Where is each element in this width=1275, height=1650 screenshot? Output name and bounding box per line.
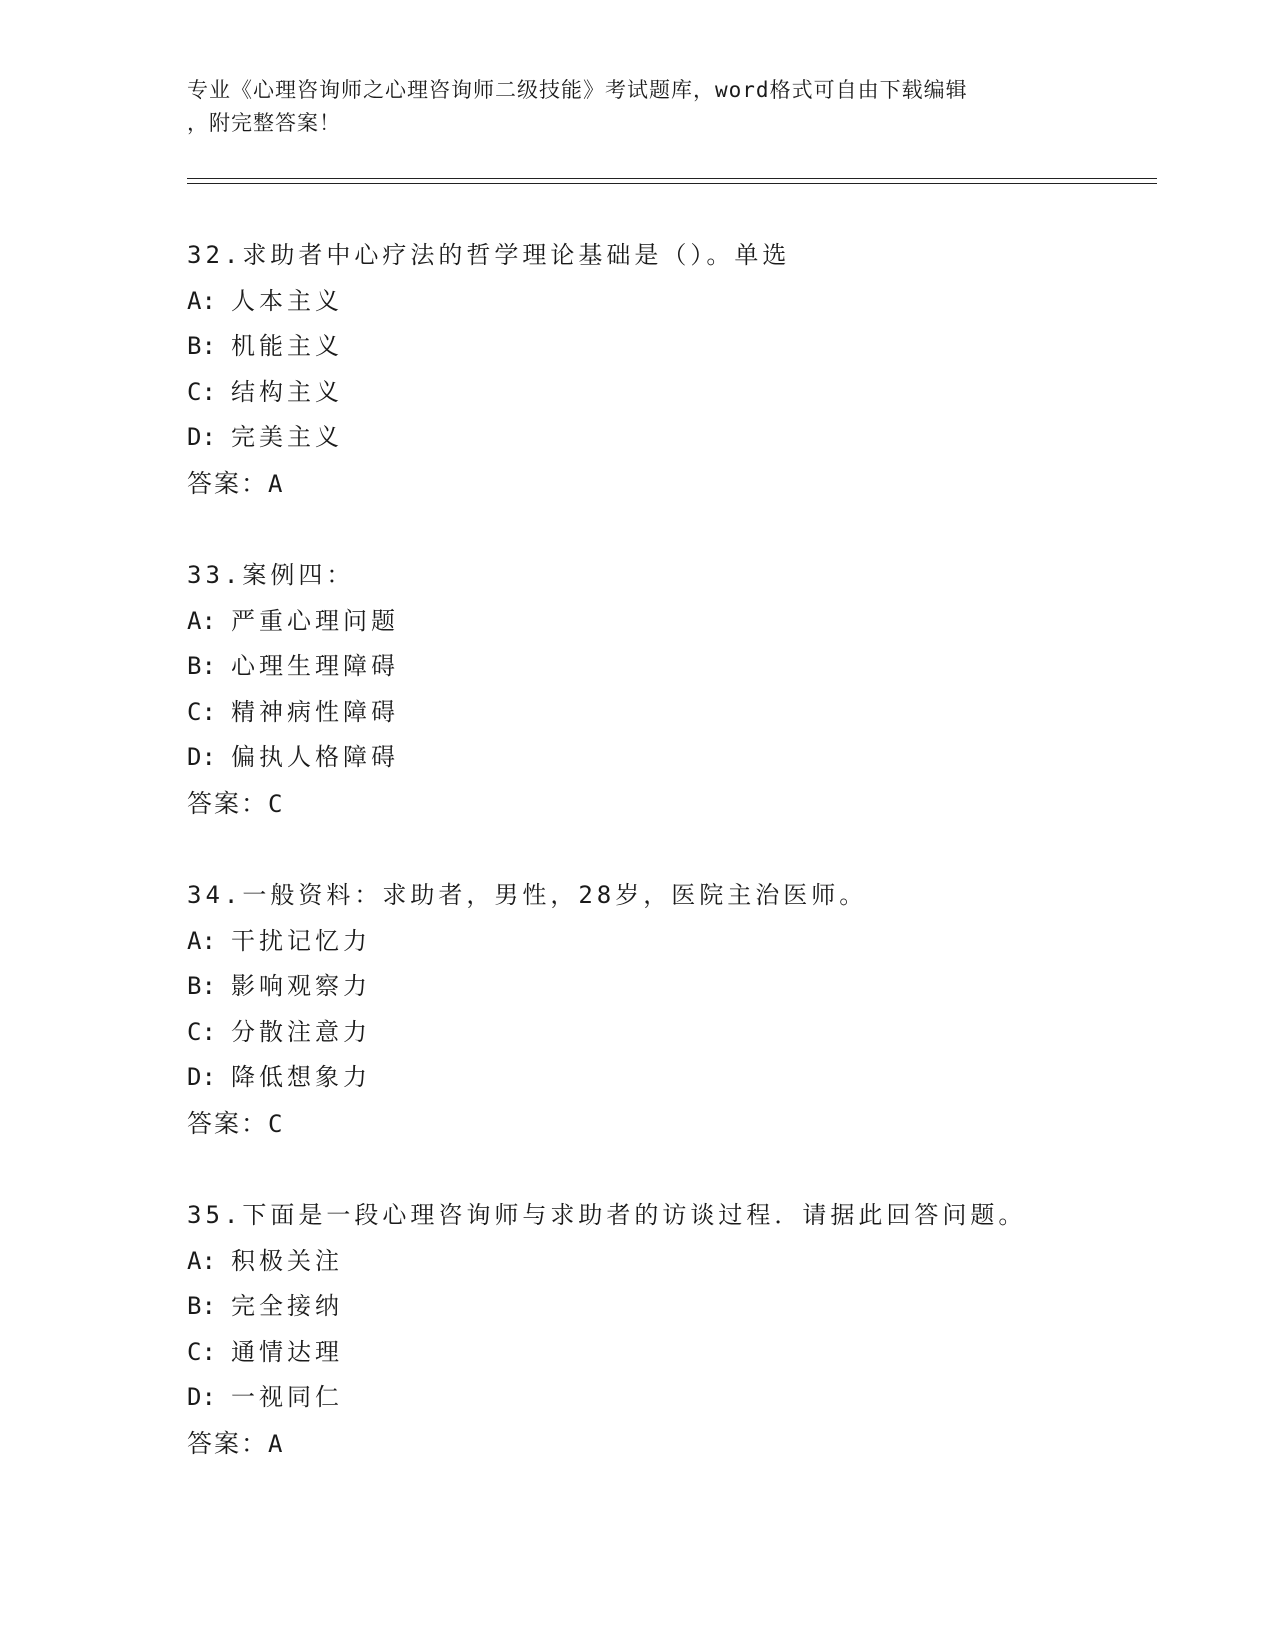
option-letter: D: [187, 1063, 216, 1091]
document-page [187, 0, 1157, 1650]
option-text: 心理生理障碍 [231, 652, 399, 680]
question-list [187, 233, 1157, 1513]
answer-line [187, 781, 1157, 827]
answer-line [187, 1421, 1157, 1467]
header-title-line-1: 专业《心理咨询师之心理咨询师二级技能》考试题库，word格式可自由下载编辑 [187, 78, 968, 102]
option-b [187, 644, 1157, 690]
option-d [187, 1375, 1157, 1421]
option-text: 完全接纳 [231, 1292, 343, 1320]
answer-value: A [268, 469, 287, 498]
option-c [187, 370, 1157, 416]
option-text: 积极关注 [231, 1246, 343, 1275]
option-text: 影响观察力 [231, 972, 371, 1000]
document-header [187, 74, 1087, 140]
option-a [187, 1239, 1157, 1285]
question-stem: 33.案例四： [187, 561, 355, 589]
option-text: 精神病性障碍 [231, 697, 399, 726]
question-35 [187, 1193, 1157, 1513]
option-d [187, 1055, 1157, 1101]
option-letter: A: [187, 1246, 216, 1275]
option-text: 完美主义 [231, 423, 343, 451]
option-c [187, 1010, 1157, 1056]
option-c [187, 690, 1157, 736]
option-letter: B: [187, 972, 216, 1000]
question-stem: 34.一般资料：求助者，男性，28岁，医院主治医师。 [187, 881, 868, 909]
option-letter: C: [187, 377, 216, 406]
option-text: 降低想象力 [231, 1063, 371, 1091]
question-33 [187, 553, 1157, 873]
answer-label: 答案： [187, 1428, 269, 1458]
option-letter: A: [187, 926, 216, 955]
option-text: 一视同仁 [231, 1383, 343, 1411]
answer-line [187, 461, 1157, 507]
answer-label: 答案： [187, 1108, 269, 1138]
option-letter: B: [187, 332, 216, 360]
option-letter: D: [187, 423, 216, 451]
option-letter: D: [187, 1383, 216, 1411]
option-letter: B: [187, 1292, 216, 1320]
option-b [187, 324, 1157, 370]
option-d [187, 735, 1157, 781]
answer-label: 答案： [187, 468, 269, 498]
option-a [187, 279, 1157, 325]
question-32 [187, 233, 1157, 553]
option-text: 干扰记忆力 [231, 926, 371, 955]
option-letter: C: [187, 1337, 216, 1366]
answer-line [187, 1101, 1157, 1147]
answer-value: A [268, 1429, 287, 1458]
option-b [187, 1284, 1157, 1330]
option-text: 偏执人格障碍 [231, 743, 399, 771]
option-letter: B: [187, 652, 216, 680]
option-text: 人本主义 [231, 286, 343, 315]
option-letter: C: [187, 697, 216, 726]
option-letter: A: [187, 606, 216, 635]
answer-value: C [268, 789, 287, 818]
option-a [187, 919, 1157, 965]
question-stem: 32.求助者中心疗法的哲学理论基础是（）。单选 [187, 241, 791, 269]
option-b [187, 964, 1157, 1010]
option-text: 严重心理问题 [231, 606, 399, 635]
option-text: 分散注意力 [231, 1017, 371, 1046]
option-text: 机能主义 [231, 332, 343, 360]
option-d [187, 415, 1157, 461]
option-c [187, 1330, 1157, 1376]
question-stem: 35.下面是一段心理咨询师与求助者的访谈过程．请据此回答问题。 [187, 1201, 1027, 1229]
question-34 [187, 873, 1157, 1193]
option-a [187, 599, 1157, 645]
option-letter: A: [187, 286, 216, 315]
answer-label: 答案： [187, 788, 269, 818]
option-letter: D: [187, 743, 216, 771]
header-title-line-2: ，附完整答案！ [187, 111, 341, 135]
answer-value: C [268, 1109, 287, 1138]
header-double-rule [187, 178, 1157, 184]
option-letter: C: [187, 1017, 216, 1046]
option-text: 结构主义 [231, 377, 343, 406]
option-text: 通情达理 [231, 1337, 343, 1366]
